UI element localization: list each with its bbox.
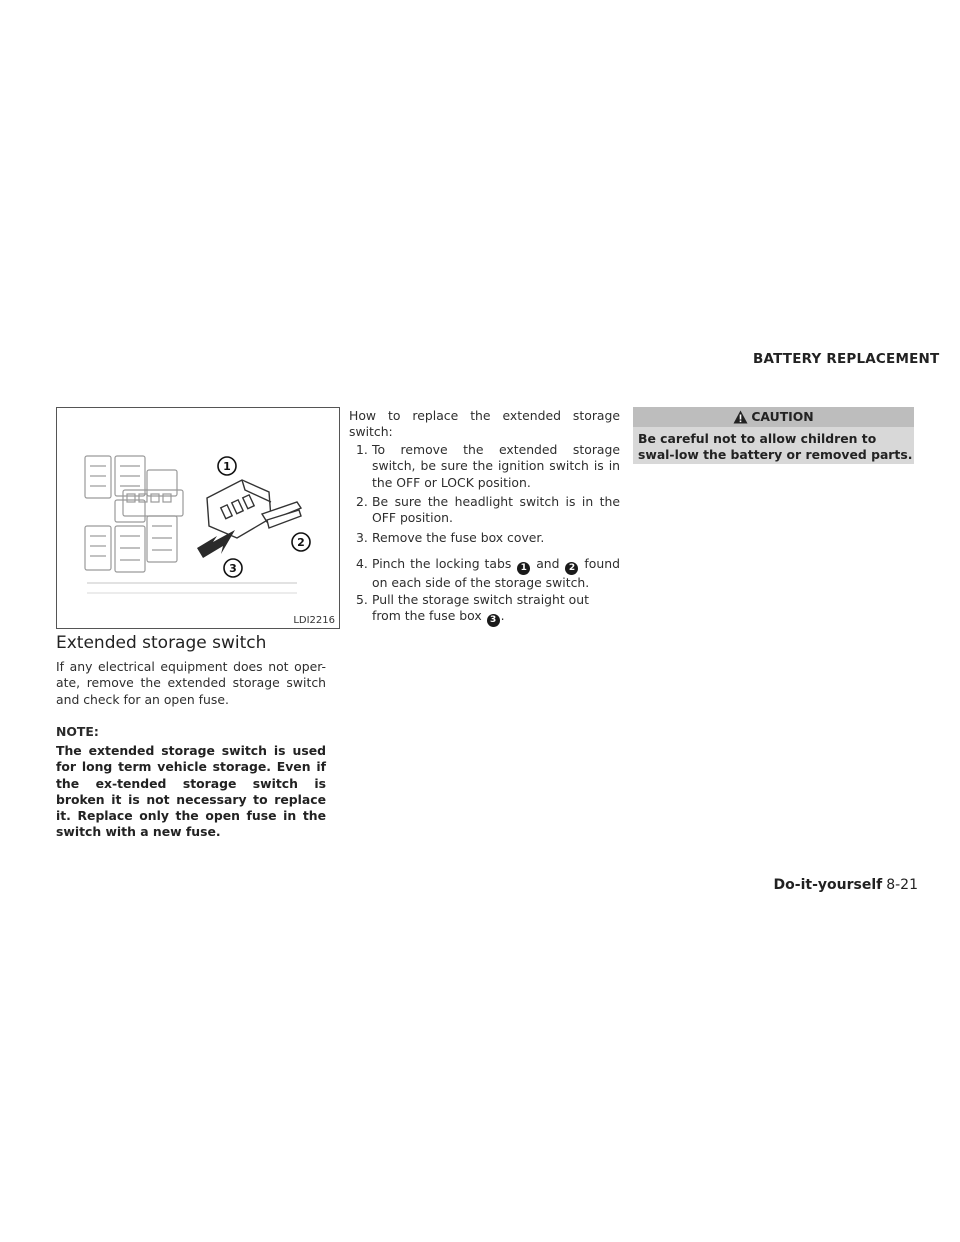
caution-header (633, 407, 914, 427)
caution-text: Be careful not to allow children to swal-low the battery or removed parts. (638, 431, 913, 463)
step-4 (349, 556, 620, 591)
section-intro: If any electrical equipment does not oper-ate, remove the extended storage switch and check for an open fuse. (56, 659, 326, 707)
caution-box (633, 407, 914, 464)
page-footer (774, 877, 918, 893)
page-number: 8-21 (886, 877, 918, 893)
step-5 (349, 592, 620, 627)
fuse-box-illustration (57, 408, 339, 628)
step-text: To remove the extended storage switch, be sure the ignition switch is in the OFF or LOCK position. (372, 442, 620, 490)
battery-replacement-heading: BATTERY REPLACEMENT (753, 351, 940, 367)
section-title: Extended storage switch (56, 633, 267, 653)
step-text-a: Pull the storage switch straight out from the fuse box (372, 592, 589, 624)
storage-switch-part (207, 480, 301, 538)
ref-2-icon: 2 (565, 562, 578, 575)
note-label: NOTE: (56, 724, 99, 739)
step-number: 4. (356, 556, 368, 571)
warning-icon (733, 410, 748, 430)
callout-2: 2 (297, 536, 305, 549)
ref-3-icon: 3 (487, 614, 500, 627)
step-number: 1. (356, 442, 368, 457)
step-text-b: . (500, 608, 505, 624)
procedure-intro: How to replace the extended storage switch: (349, 408, 620, 440)
figure-extended-storage-switch (56, 407, 340, 629)
step-number: 5. (356, 592, 368, 607)
pull-direction-arrow-icon (197, 530, 235, 558)
footer-section: Do-it-yourself (773, 877, 883, 893)
figure-code: LDI2216 (293, 615, 335, 626)
note-text: The extended storage switch is used for long term vehicle storage. Even if the ex-tended storage switch is broken it is not necessary to replace it. Replace only the open fuse in the switch with a new fuse. (56, 743, 326, 840)
callout-1: 1 (223, 460, 231, 473)
callout-3: 3 (229, 562, 237, 575)
step-number: 2. (356, 494, 368, 509)
step-1 (349, 442, 620, 491)
step-text-c: found on each side of the storage switch. (372, 556, 620, 590)
caution-label: CAUTION (751, 409, 814, 424)
step-text-b: and (536, 556, 560, 571)
ref-1-icon: 1 (517, 562, 530, 575)
step-2 (349, 494, 620, 527)
step-text-a: Pinch the locking tabs (372, 556, 512, 571)
step-3 (349, 530, 620, 546)
step-number: 3. (356, 530, 368, 545)
step-text: Be sure the headlight switch is in the OFF position. (372, 494, 620, 526)
step-text: Remove the fuse box cover. (372, 530, 545, 545)
